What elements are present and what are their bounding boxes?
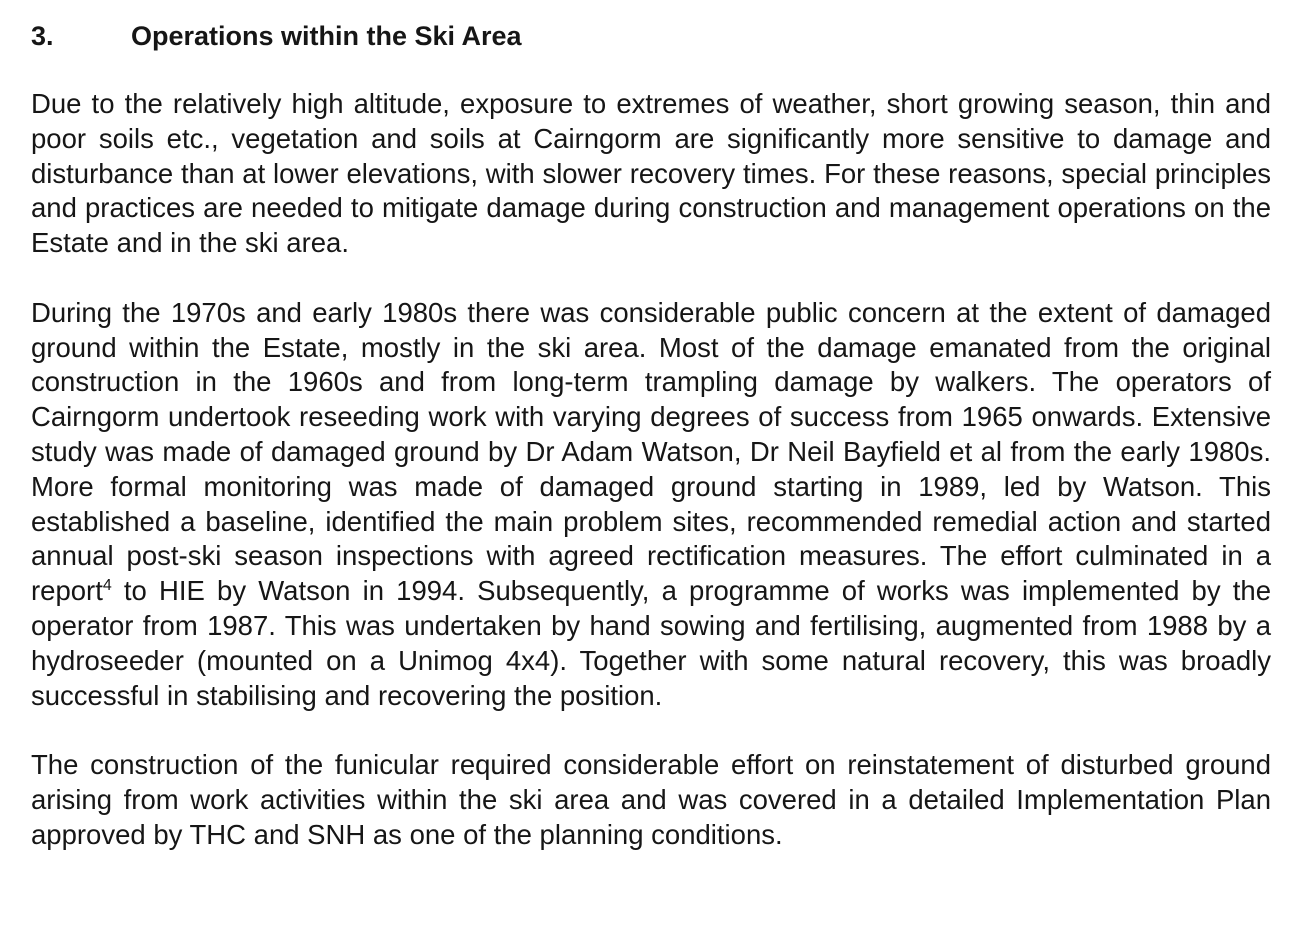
section-number: 3. <box>31 21 54 51</box>
footnote-reference: 4 <box>102 577 112 594</box>
paragraph-funicular-construction: The construction of the funicular required considerable effort on reinstatement of disturbed ground arising from work activities within the ski area and was covered in a detailed Implementation Plan approved by THC and SNH as one of the planning conditions. <box>31 749 1271 850</box>
paragraph-text-part: During the 1970s and early 1980s there was considerable public concern at the extent of damaged ground within the Estate, mostly in the ski area. Most of the damage emanated from the original construction in the 1960s and from long-term trampling damage by walkers. The operators of Cairngorm undertook reseeding work with varying degrees of success from 1965 onwards. Extensive study was made of damaged ground by Dr Adam Watson, Dr Neil Bayfield et al from the early 1980s. More formal monitoring was made of damaged ground starting in 1989, led by Watson. This established a baseline, identified the main problem sites, recommended remedial action and started annual post-ski season inspections with agreed rectification measures. The effort culminated in a report <box>31 296 1271 607</box>
paragraph-vegetation-sensitivity: Due to the relatively high altitude, exposure to extremes of weather, short growing season, thin and poor soils etc., vegetation and soils at Cairngorm are significantly more sensitive to damage and disturbance than at lower elevations, with slower recovery times. For these reasons, special principles and practices are needed to mitigate damage during construction and management operations on the Estate and in the ski area. <box>31 88 1271 259</box>
paragraph-damage-history <box>31 296 1271 714</box>
section-heading <box>31 18 1271 54</box>
document-page <box>31 18 1271 887</box>
paragraph-text-part: to HIE by Watson in 1994. Subsequently, a programme of works was implemented by the operator from 1987. This was undertaken by hand sowing and fertilising, augmented from 1988 by a hydroseeder (mounted on a Unimog 4x4). Together with some natural recovery, this was broadly successful in stabilising and recovering the position. <box>31 575 1271 711</box>
section-title: Operations within the Ski Area <box>131 21 522 51</box>
